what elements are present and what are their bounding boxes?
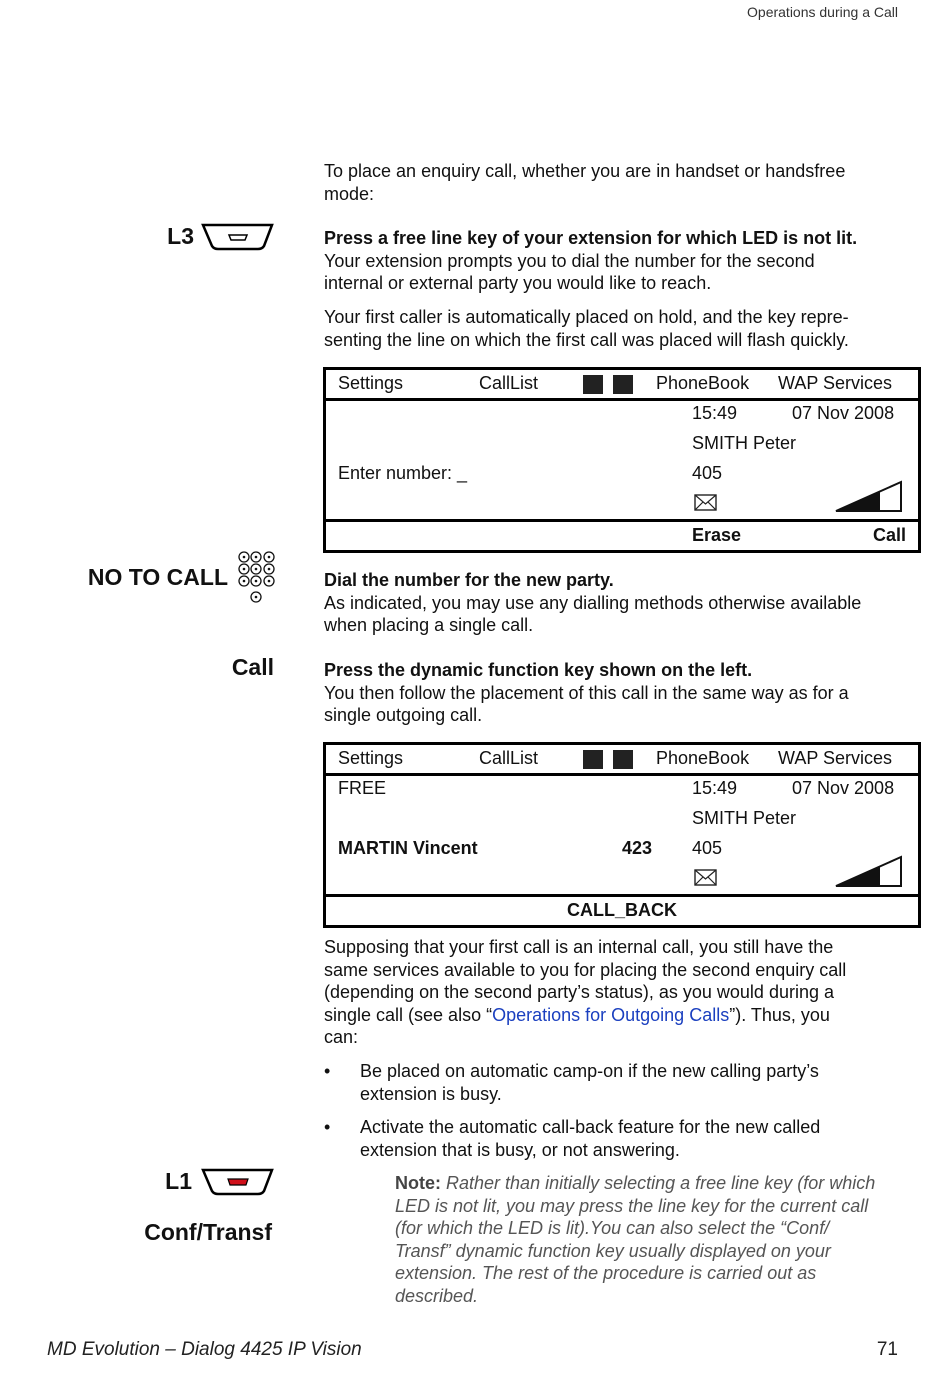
volume-level-icon: [834, 480, 904, 513]
step-1-hold-paragraph: Your first caller is automatically placed on hold, and the key repre- senting the line on which the first call was placed will flash quickly.: [324, 307, 849, 350]
display-menu-bar: [326, 745, 918, 776]
call-function-key-label: Call: [231, 654, 274, 680]
menu-phonebook: PhoneBook: [656, 373, 750, 393]
display-prompt: Enter number: _: [338, 463, 468, 483]
bullet-item: • Be placed on automatic camp-on if the new calling party’s extension is busy.: [324, 1061, 819, 1104]
step-1-text: Press a free line key of your extension for which LED is not lit. Your extension prompts you to dial the number for the second internal or external party you would like to reach.: [324, 228, 858, 293]
services-paragraph: Supposing that your first call is an internal call, you still have the same services available to you for placing the second enquiry call (depending on the second party’s status), as you would during a single call (see also “Operations for Outgoing Calls”). Thus, you can:: [324, 937, 847, 1047]
display-softkeys: [326, 897, 918, 925]
menu-calllist: CallList: [479, 748, 539, 768]
conf-transf-key-label: Conf/Transf: [144, 1219, 272, 1245]
operations-outgoing-calls-link[interactable]: Operations for Outgoing Calls: [492, 1004, 730, 1025]
display-body: [326, 776, 918, 897]
display-owner-name: SMITH Peter: [692, 433, 797, 453]
intro-paragraph: To place an enquiry call, whether you are in handset or handsfree mode:: [324, 161, 846, 204]
envelope-icon: [694, 494, 718, 512]
menu-wap-services: WAP Services: [778, 748, 893, 768]
display-called-party: MARTIN Vincent: [338, 838, 478, 858]
step-3-text: Press the dynamic function key shown on the left. You then follow the placement of this call in the same way as for a single outgoing call.: [324, 660, 849, 725]
menu-phonebook: PhoneBook: [656, 748, 750, 768]
display-extension: 405: [692, 838, 723, 858]
running-header: Operations during a Call: [747, 4, 898, 20]
bullet-dot: •: [324, 1061, 331, 1081]
envelope-icon: [694, 869, 718, 887]
softkey-call-back[interactable]: CALL_BACK: [567, 900, 677, 920]
note-block: Note: Rather than initially selecting a free line key (for which LED is not lit, you may press the line key for the current call (for which the LED is lit).You can also select the “Conf/ Transf” dynamic function key usually displayed on your extension. The rest of the procedure is carried out as described.: [395, 1173, 876, 1306]
display-date: 07 Nov 2008: [792, 778, 895, 798]
menu-block-icon: [613, 750, 633, 769]
display-body: [326, 401, 918, 522]
display-owner-name: SMITH Peter: [692, 808, 797, 828]
phone-display-dialing: [323, 367, 921, 553]
phone-display-ringing: [323, 742, 921, 928]
menu-calllist: CallList: [479, 373, 539, 393]
line-key-unlit-icon: [200, 222, 276, 252]
softkey-erase[interactable]: Erase: [692, 525, 742, 545]
menu-wap-services: WAP Services: [778, 373, 893, 393]
line-key-label-l3: L3: [167, 223, 194, 249]
note-label: Note:: [395, 1173, 441, 1193]
menu-block-icon: [583, 375, 603, 394]
menu-settings: Settings: [338, 373, 404, 393]
menu-block-icon: [613, 375, 633, 394]
display-called-extension: 423: [622, 838, 653, 858]
display-time: 15:49: [692, 778, 738, 798]
softkey-call[interactable]: Call: [872, 525, 906, 545]
menu-block-icon: [583, 750, 603, 769]
no-to-call-label: NO TO CALL: [87, 564, 228, 590]
display-menu-bar: [326, 370, 918, 401]
step-2-text: Dial the number for the new party. As indicated, you may use any dialling methods otherwise available when placing a single call.: [324, 570, 862, 635]
line-key-lit-icon: [200, 1167, 276, 1197]
page-number: 71: [876, 1339, 898, 1360]
bullet-dot: •: [324, 1117, 331, 1137]
footer-title: MD Evolution – Dialog 4425 IP Vision: [47, 1339, 362, 1360]
display-time: 15:49: [692, 403, 738, 423]
keypad-icon: [236, 550, 280, 606]
menu-settings: Settings: [338, 748, 404, 768]
display-date: 07 Nov 2008: [792, 403, 895, 423]
bullet-item: • Activate the automatic call-back feature for the new called extension that is busy, or not answering.: [324, 1117, 821, 1160]
line-key-label-l1: L1: [165, 1168, 192, 1194]
display-extension: 405: [692, 463, 723, 483]
volume-level-icon: [834, 855, 904, 888]
display-line-status: FREE: [338, 778, 387, 798]
display-softkeys: [326, 522, 918, 550]
